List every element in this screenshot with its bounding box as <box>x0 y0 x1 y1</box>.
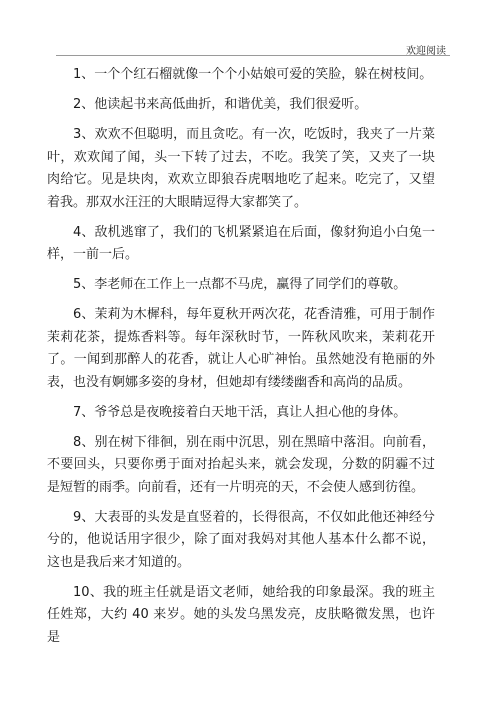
paragraph-2: 2、他读起书来高低曲折，和谐优美，我们很爱听。 <box>73 97 368 112</box>
header-divider <box>56 55 450 56</box>
paragraph-8: 8、别在树下徘徊，别在雨中沉思，别在黑暗中落泪。向前看，不要回头，只要你勇于面对抬起头来，就会发现，分数的阴霾不过是短暂的雨季。向前看，还有一片明亮的天，不会使人感到彷徨。 <box>47 434 435 495</box>
paragraph-1: 1、一个个红石榴就像一个个小姑娘可爱的笑脸，躲在树枝间。 <box>73 67 433 82</box>
paragraph-7: 7、爷爷总是夜晚接着白天地干活，真让人担心他的身体。 <box>73 404 407 420</box>
paragraph-9: 9、大表哥的头发是直竖着的，长得很高，不仅如此他还神经兮兮的，他说话用字很少，除了面对我妈对其他人基本什么都不说，这也是我后来才知道的。 <box>47 509 435 570</box>
paragraph-3: 3、欢欢不但聪明，而且贪吃。有一次，吃饭时，我夹了一片菜叶，欢欢闻了闻，头一下转了过去，不吃。我笑了笑，又夹了一块肉给它。见是块肉，欢欢立即狼吞虎咽地吃了起来。吃完了，又望着我。那双水汪汪的大眼睛逗得大家都笑了。 <box>47 127 435 210</box>
paragraph-4: 4、敌机逃窜了，我们的飞机紧紧追在后面，像豺狗追小白兔一样，一前一后。 <box>47 224 435 262</box>
paragraph-10: 10、我的班主任就是语文老师，她给我的印象最深。我的班主任姓郑，大约 40 来岁。她的头发乌黑发亮，皮肤略微发黑，也许是 <box>47 584 435 645</box>
page-header-label: 欢迎阅读 <box>406 46 446 57</box>
paragraph-5: 5、李老师在工作上一点都不马虎，赢得了同学们的尊敬。 <box>73 277 407 292</box>
document-body <box>47 64 435 657</box>
paragraph-6: 6、茉莉为木樨科，每年夏秋开两次花，花香清雅，可用于制作茉莉花茶，提炼香料等。每年深秋时节，一阵秋风吹来，茉莉花开了。一闻到那醉人的花香，就让人心旷神怡。虽然她没有艳丽的外表，也没有婀娜多姿的身材，但她却有缕缕幽香和高尚的品质。 <box>47 307 435 390</box>
